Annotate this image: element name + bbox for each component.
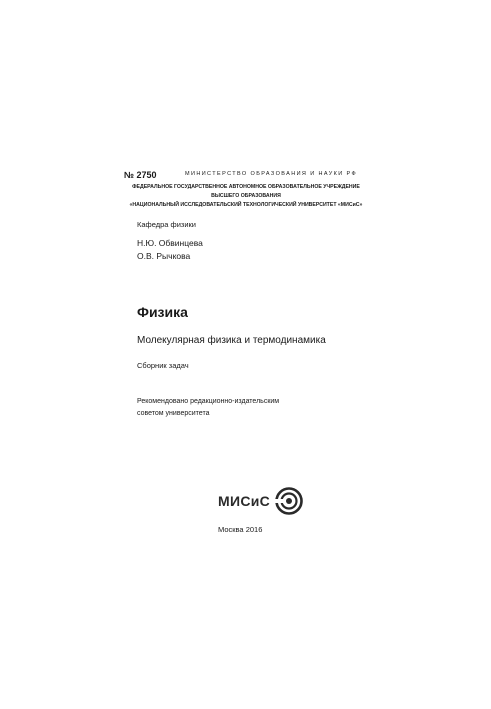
institution-line: ВЫСШЕГО ОБРАЗОВАНИЯ xyxy=(211,193,281,199)
recommendation-line: Рекомендовано редакционно-издательским xyxy=(137,398,280,405)
department-name: Кафедра физики xyxy=(137,220,196,229)
author-name: О.В. Рычкова xyxy=(137,251,191,261)
recommendation-line: советом университета xyxy=(137,410,210,417)
logo-text: МИСиС xyxy=(218,493,271,509)
publication-number: № 2750 xyxy=(124,170,157,180)
author-name: Н.Ю. Обвинцева xyxy=(137,238,203,248)
university-logo xyxy=(218,484,304,518)
ministry-name: МИНИСТЕРСТВО ОБРАЗОВАНИЯ И НАУКИ РФ xyxy=(185,171,358,177)
misis-ring-logo-icon xyxy=(274,486,304,516)
book-genre: Сборник задач xyxy=(137,361,189,370)
institution-line: «НАЦИОНАЛЬНЫЙ ИССЛЕДОВАТЕЛЬСКИЙ ТЕХНОЛОГИЧЕСКИЙ УНИВЕРСИТЕТ «МИСиС» xyxy=(129,202,363,208)
recommendation-note xyxy=(137,396,279,420)
institution-name xyxy=(126,183,366,210)
institution-line: ФЕДЕРАЛЬНОЕ ГОСУДАРСТВЕННОЕ АВТОНОМНОЕ ОБРАЗОВАТЕЛЬНОЕ УЧРЕЖДЕНИЕ xyxy=(132,184,360,190)
book-subtitle: Молекулярная физика и термодинамика xyxy=(137,335,326,346)
imprint-place-year: Москва 2016 xyxy=(218,525,263,534)
book-title: Физика xyxy=(137,304,188,320)
